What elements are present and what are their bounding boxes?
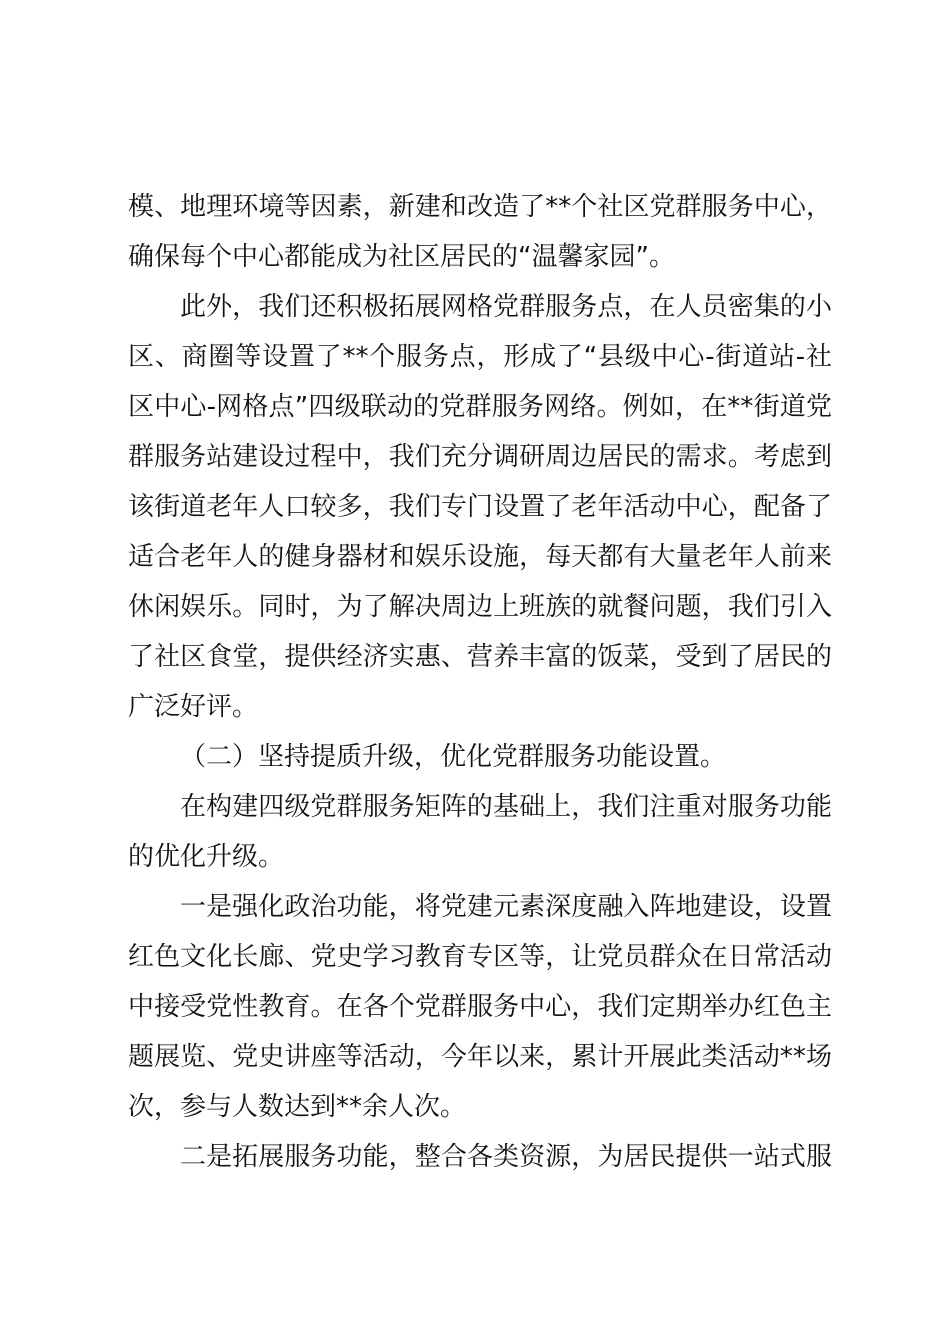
text-line: 一是强化政治功能，将党建元素深度融入阵地建设，设置 bbox=[180, 892, 832, 922]
paragraph bbox=[128, 882, 832, 1132]
paragraph bbox=[128, 182, 832, 282]
text-line: （二）坚持提质升级，优化党群服务功能设置。 bbox=[180, 742, 727, 772]
paragraph bbox=[128, 732, 832, 782]
text-line: 该街道老年人口较多，我们专门设置了老年活动中心，配备了 bbox=[128, 492, 832, 522]
text-line: 群服务站建设过程中，我们充分调研周边居民的需求。考虑到 bbox=[128, 442, 832, 472]
text-line: 休闲娱乐。同时，为了解决周边上班族的就餐问题，我们引入 bbox=[128, 592, 832, 622]
text-line: 模、地理环境等因素，新建和改造了**个社区党群服务中心， bbox=[128, 192, 832, 222]
paragraph bbox=[128, 782, 832, 882]
paragraph bbox=[128, 282, 832, 732]
text-line: 了社区食堂，提供经济实惠、营养丰富的饭菜，受到了居民的 bbox=[128, 642, 832, 672]
text-line: 适合老年人的健身器材和娱乐设施，每天都有大量老年人前来 bbox=[128, 542, 832, 572]
paragraph bbox=[128, 1132, 832, 1182]
text-line: 区、商圈等设置了**个服务点，形成了“县级中心-街道站-社 bbox=[128, 342, 832, 372]
text-line: 红色文化长廊、党史学习教育专区等，让党员群众在日常活动 bbox=[128, 942, 832, 972]
text-line: 二是拓展服务功能，整合各类资源，为居民提供一站式服 bbox=[180, 1142, 832, 1172]
text-line: 中接受党性教育。在各个党群服务中心，我们定期举办红色主 bbox=[128, 992, 832, 1022]
text-line: 次，参与人数达到**余人次。 bbox=[128, 1092, 467, 1122]
text-line: 确保每个中心都能成为社区居民的“温馨家园”。 bbox=[128, 242, 675, 272]
text-line: 区中心-网格点”四级联动的党群服务网络。例如，在**街道党 bbox=[128, 392, 832, 422]
text-line: 的优化升级。 bbox=[128, 842, 285, 872]
text-line: 广泛好评。 bbox=[128, 692, 259, 722]
text-line: 此外，我们还积极拓展网格党群服务点，在人员密集的小 bbox=[180, 292, 832, 322]
text-line: 在构建四级党群服务矩阵的基础上，我们注重对服务功能 bbox=[180, 792, 832, 822]
text-line: 题展览、党史讲座等活动，今年以来，累计开展此类活动**场 bbox=[128, 1042, 832, 1072]
document-body bbox=[128, 182, 832, 1182]
